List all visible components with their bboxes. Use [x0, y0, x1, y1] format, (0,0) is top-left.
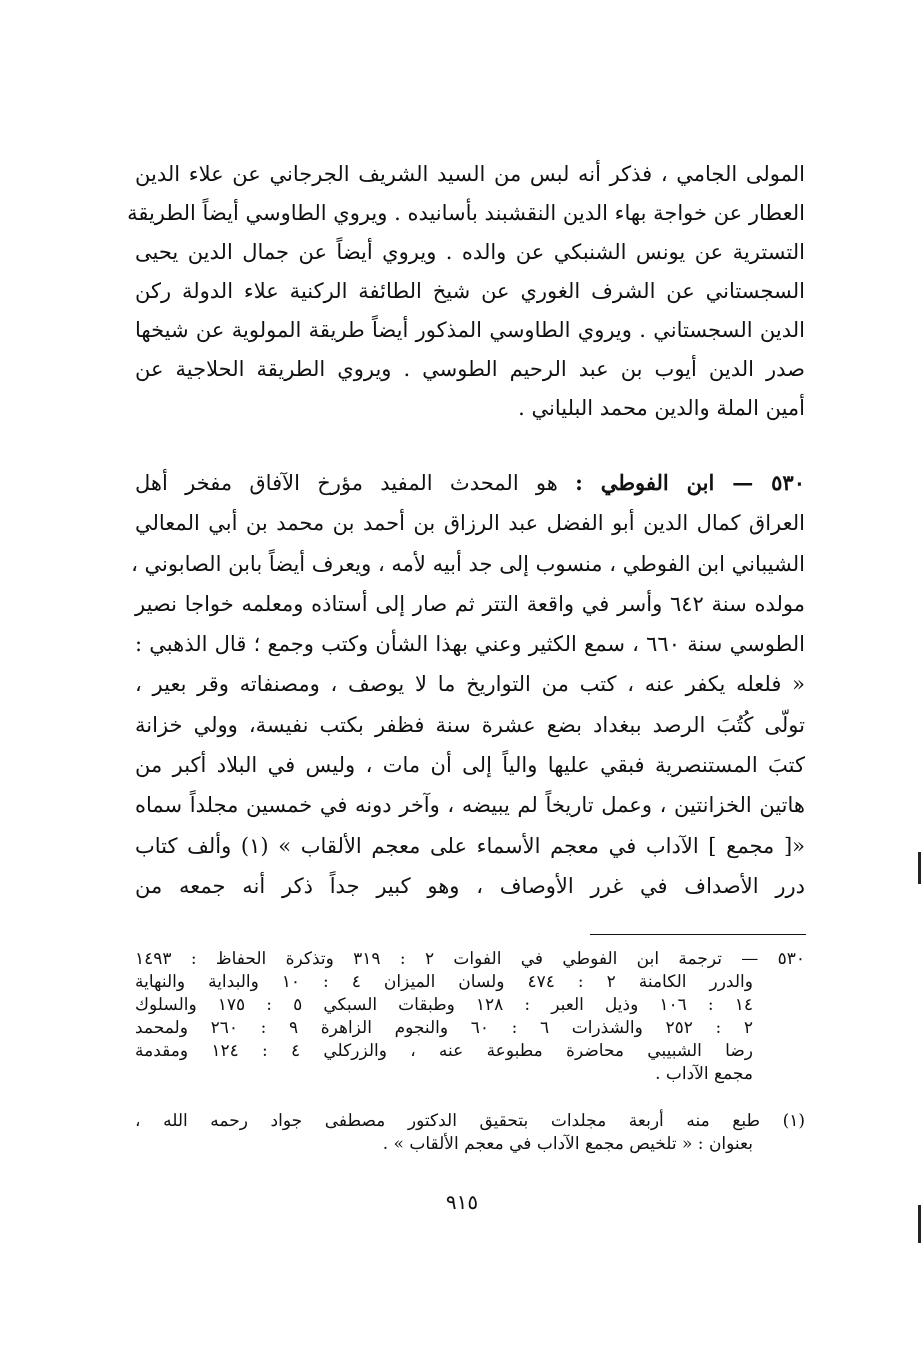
footnote-530: [135, 948, 805, 1086]
text-line: أمين الملة والدين محمد البلياني .: [518, 396, 805, 420]
text-line: « فلعله يكفر عنه ، كتب من التواريخ ما لا يوصف ، ومصنفاته وقر بعير ،: [135, 672, 805, 697]
text-line: كتبَ المستنصرية فبقي عليها والياً إلى أن مات ، وليس في البلاد أكبر من: [135, 753, 805, 778]
text-line: الشيباني ابن الفوطي ، منسوب إلى جد أبيه لأمه ، ويعرف أيضاً بابن الصابوني ،: [131, 551, 805, 576]
text-line: «[ مجمع ] الآداب في معجم الأسماء على معجم الألقاب » (١) وألف كتاب: [135, 833, 805, 858]
footnote-line: (١) طبع منه أربعة مجلدات بتحقيق الدكتور مصطفى جواد رحمه الله ،: [135, 1111, 805, 1131]
text-line: تولّى كُتُبَ الرصد ببغداد بضع عشرة سنة فظفر بكتب نفيسة، وولي خزانة: [135, 712, 805, 737]
footnote-line: بعنوان : « تلخيص مجمع الآداب في معجم الألقاب » .: [382, 1134, 753, 1154]
entry-first-line-text: هو المحدث المفيد مؤرخ الآفاق مفخر أهل: [135, 471, 576, 495]
text-line: هاتين الخزانتين ، وعمل تاريخاً لم يبيضه ، وآخر دونه في خمسين مجلداً سماه: [135, 793, 805, 818]
text-line: مولده سنة ٦٤٢ وأسر في واقعة التتر ثم صار إلى أستاذه ومعلمه خواجا نصير: [135, 591, 805, 616]
footnote-line: ٢ : ٢٥٢ والشذرات ٦ : ٦٠ والنجوم الزاهرة ٩ : ٢٦٠ ولمحمد: [135, 1018, 753, 1038]
entry-heading: ٥٣٠ — ابن الفوطي :: [575, 470, 805, 495]
footnote-line: ٥٣٠ — ترجمة ابن الفوطي في الفوات ٢ : ٣١٩ وتذكرة الحفاظ : ١٤٩٣: [135, 949, 805, 969]
text-line: صدر الدين أيوب بن عبد الرحيم الطوسي . ويروي الطريقة الحلاجية عن: [135, 357, 805, 381]
scan-edge-mark: [918, 852, 921, 884]
footnote-line: والدرر الكامنة ٢ : ٤٧٤ ولسان الميزان ٤ : ١٠ والبداية والنهاية: [135, 972, 753, 992]
text-line: الطوسي سنة ٦٦٠ ، سمع الكثير وعني بهذا الشأن وكتب وجمع ؛ قال الذهبي :: [135, 632, 806, 657]
text-line: العراق كمال الدين أبو الفضل عبد الرزاق بن أحمد بن محمد بن أبي المعالي: [135, 511, 805, 536]
text-line: السجستاني عن الشرف الغوري عن شيخ الطائفة الركنية علاء الدولة ركن: [135, 279, 805, 303]
entry-first-line: [135, 463, 805, 503]
text-line: العطار عن خواجة بهاء الدين النقشبند بأسانيده . ويروي الطاوسي أيضاً الطريقة: [127, 201, 805, 225]
text-line: درر الأصداف في غرر الأوصاف ، وهو كبير جداً ذكر أنه جمعه من: [135, 873, 805, 898]
text-line: المولى الجامي ، فذكر أنه لبس من السيد الشريف الجرجاني عن علاء الدين: [135, 162, 805, 186]
scan-edge-mark: [918, 1205, 921, 1243]
footnote-1: [135, 1110, 805, 1156]
text-line: التسترية عن يونس الشنبكي عن والده . ويروي أيضاً عن جمال الدين يحيى: [135, 240, 805, 264]
biography-entry-530: [131, 463, 806, 906]
footnote-line: ١٤ : ١٠٦ وذيل العبر : ١٢٨ وطبقات السبكي ٥ : ١٧٥ والسلوك: [135, 995, 753, 1015]
footnote-line: رضا الشبيبي محاضرة مطبوعة عنه ، والزركلي ٤ : ١٢٤ ومقدمة: [135, 1041, 753, 1061]
paragraph-continuation: [127, 155, 805, 428]
footnote-line: مجمع الآداب .: [655, 1064, 753, 1084]
text-line: الدين السجستاني . ويروي الطاوسي المذكور أيضاً طريقة المولوية عن شيخها: [135, 318, 805, 342]
footnote-separator: [590, 934, 806, 935]
page-number: ٩١٥: [445, 1190, 479, 1214]
